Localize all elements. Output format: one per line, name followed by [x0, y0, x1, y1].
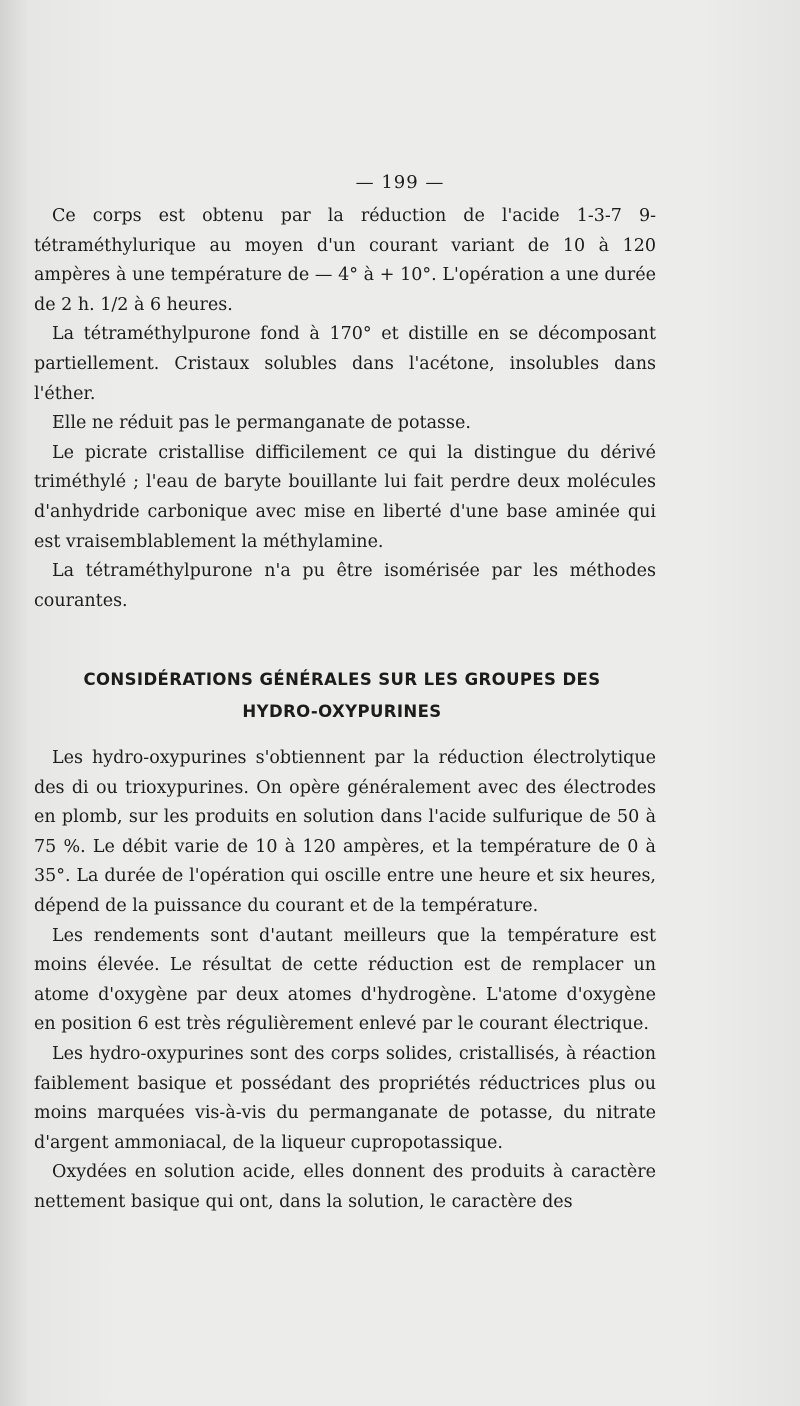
paragraph: Ce corps est obtenu par la réduction de l'acide 1-3-7 9-tétraméthylurique au moyen d'un courant variant de 10 à 120 ampères à une température de — 4° à + 10°. L'opération a une durée de 2 h. 1/2 à 6 heures. — [34, 206, 656, 315]
paragraph: Les hydro-oxypurines s'obtiennent par la réduction électrolytique des di ou trioxypurines. On opère généralement avec des électrodes en plomb, sur les produits en solution dans l'acide sulfurique de 50 à 75 %. Le débit varie de 10 à 120 ampères, et la température de 0 à 35°. La durée de l'opération qui oscille entre une heure et six heures, dépend de la puissance du courant et de la température. — [34, 748, 656, 916]
paragraph: Les hydro-oxypurines sont des corps solides, cristallisés, à réaction faiblement basique et possédant des propriétés réductrices plus ou moins marquées vis-à-vis du permanganate de potasse, du nitrate d'argent ammoniacal, de la liqueur cupropotassique. — [34, 1043, 656, 1153]
paragraph: Les rendements sont d'autant meilleurs que la température est moins élevée. Le résultat de cette réduction est de remplacer un atome d'oxygène par deux atomes d'hydrogène. L'atome d'oxygène en position 6 est très régulièrement enlevé par le courant électrique. — [34, 925, 656, 1035]
paragraph: Le picrate cristallise difficilement ce qui la distingue du dérivé triméthylé ; l'eau de baryte bouillante lui fait perdre deux molécules d'anhydride carbonique avec mise en liberté d'une base aminée qui est vraisemblablement la méthylamine. — [34, 442, 656, 552]
section-title-line1: CONSIDÉRATIONS GÉNÉRALES SUR LES GROUPES DES — [83, 670, 601, 689]
paragraph: La tétraméthylpurone n'a pu être isomérisée par les méthodes courantes. — [34, 561, 656, 611]
page-number: — 199 — — [355, 172, 445, 193]
intro-text — [34, 202, 656, 616]
section-text — [34, 744, 656, 1218]
section-heading — [62, 664, 622, 728]
section-title-line2: HYDRO-OXYPURINES — [242, 702, 442, 721]
paragraph: La tétraméthylpurone fond à 170° et distille en se décomposant partiellement. Cristaux solubles dans l'acétone, insolubles dans l'éther. — [34, 324, 656, 404]
paragraph: Elle ne réduit pas le permanganate de potasse. — [52, 413, 471, 434]
paragraph: Oxydées en solution acide, elles donnent des produits à caractère nettement basique qui ont, dans la solution, le caractère des — [34, 1162, 656, 1212]
